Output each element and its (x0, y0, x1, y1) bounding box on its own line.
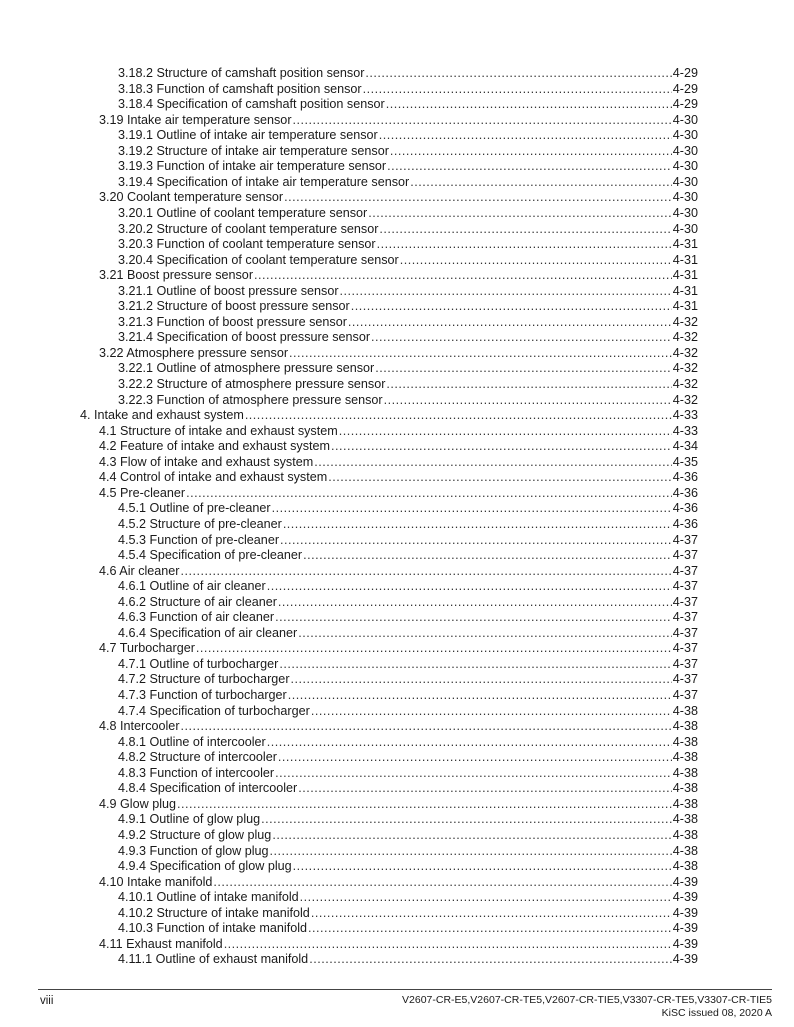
toc-entry-page: 4-30 (672, 221, 698, 236)
toc-entry[interactable] (118, 626, 698, 641)
toc-entry-page: 4-38 (672, 703, 698, 718)
toc-entry[interactable] (118, 704, 698, 719)
toc-entry-page: 4-31 (672, 237, 698, 252)
toc-entry-title: 4.8.4 Specification of intercooler (118, 781, 298, 796)
toc-entry-title: 4.10.1 Outline of intake manifold (118, 890, 299, 905)
toc-entry-title: 4.10 Intake manifold (99, 874, 213, 889)
toc-entry-title: 3.19 Intake air temperature sensor (99, 112, 292, 127)
toc-dot-leader (278, 595, 672, 610)
toc-entry-title: 3.22.1 Outline of atmosphere pressure sensor (118, 361, 375, 376)
toc-entry[interactable] (118, 66, 698, 81)
toc-entry-page: 4-30 (672, 112, 698, 127)
toc-entry[interactable] (118, 672, 698, 687)
toc-entry-page: 4-37 (672, 672, 698, 687)
toc-entry-title: 4.7.3 Function of turbocharger (118, 688, 287, 702)
footer-divider (38, 989, 772, 990)
toc-entry-title: 4.7.4 Specification of turbocharger (118, 703, 310, 718)
toc-dot-leader (267, 579, 672, 594)
toc-dot-leader (289, 346, 672, 361)
toc-dot-leader (261, 812, 672, 827)
toc-entry-title: 4.8.2 Structure of intercooler (118, 750, 277, 765)
toc-dot-leader (270, 844, 672, 859)
toc-dot-leader (300, 890, 672, 905)
toc-entry-page: 4-32 (672, 361, 698, 376)
toc-dot-leader (298, 781, 672, 796)
toc-entry-title: 4.6 Air cleaner (99, 563, 180, 578)
toc-dot-leader (311, 704, 672, 719)
toc-entry-page: 4-36 (672, 501, 698, 516)
toc-entry-title: 4.8 Intercooler (99, 719, 180, 734)
toc-entry-title: 4.5.3 Function of pre-cleaner (118, 532, 280, 547)
toc-dot-leader (284, 190, 672, 205)
toc-entry[interactable] (118, 657, 698, 672)
toc-dot-leader (375, 361, 672, 376)
toc-dot-leader (279, 657, 671, 672)
toc-entry[interactable] (118, 781, 698, 796)
toc-entry-title: 3.19.4 Specification of intake air temperature sensor (118, 174, 410, 189)
toc-dot-leader (224, 937, 672, 952)
toc-entry-page: 4-36 (672, 516, 698, 531)
toc-dot-leader (314, 455, 672, 470)
toc-dot-leader (387, 159, 672, 174)
toc-entry-title: 4.1 Structure of intake and exhaust system (99, 423, 338, 438)
toc-dot-leader (308, 921, 672, 936)
toc-entry-page: 4-38 (672, 827, 698, 842)
toc-entry[interactable] (118, 921, 698, 936)
toc-entry-page: 4-37 (672, 688, 698, 702)
page-number: viii (40, 995, 54, 1007)
toc-entry-page: 4-39 (672, 952, 698, 967)
toc-entry[interactable] (99, 486, 698, 501)
toc-dot-leader (340, 284, 672, 299)
toc-dot-leader (288, 688, 672, 703)
toc-entry-page: 4-37 (672, 625, 698, 640)
toc-entry-title: 3.19.3 Function of intake air temperature sensor (118, 159, 387, 174)
toc-entry-title: 3.20 Coolant temperature sensor (99, 190, 284, 205)
toc-entry-page: 4-39 (672, 874, 698, 889)
toc-entry-title: 3.19.2 Structure of intake air temperature sensor (118, 143, 389, 158)
toc-dot-leader (186, 486, 672, 501)
toc-dot-leader (386, 377, 671, 392)
toc-entry-title: 4.8.1 Outline of intercooler (118, 734, 266, 749)
toc-entry-page: 4-38 (672, 734, 698, 749)
toc-entry-title: 3.21.3 Function of boost pressure sensor (118, 314, 347, 329)
toc-entry-title: 4.5.1 Outline of pre-cleaner (118, 501, 271, 516)
toc-entry-title: 4.9.1 Outline of glow plug (118, 812, 261, 827)
toc-entry-page: 4-37 (672, 656, 698, 671)
toc-entry-page: 4-29 (672, 81, 698, 96)
toc-entry-title: 3.20.3 Function of coolant temperature sensor (118, 237, 376, 252)
toc-entry-title: 4.10.2 Structure of intake manifold (118, 905, 310, 920)
toc-entry[interactable] (118, 97, 698, 112)
toc-entry[interactable] (99, 564, 698, 579)
toc-dot-leader (400, 253, 672, 268)
toc-entry-title: 3.20.1 Outline of coolant temperature sensor (118, 205, 368, 220)
toc-dot-leader (272, 501, 672, 516)
toc-entry-page: 4-29 (672, 97, 698, 112)
toc-entry[interactable] (99, 346, 698, 361)
toc-entry[interactable] (118, 393, 698, 408)
toc-dot-leader (181, 719, 672, 734)
toc-entry[interactable] (99, 937, 698, 952)
toc-dot-leader (379, 128, 672, 143)
toc-entry[interactable] (118, 361, 698, 376)
toc-dot-leader (311, 906, 672, 921)
toc-entry[interactable] (118, 330, 698, 345)
toc-entry-title: 4.6.2 Structure of air cleaner (118, 594, 277, 609)
toc-entry[interactable] (118, 906, 698, 921)
toc-dot-leader (177, 797, 672, 812)
toc-dot-leader (390, 144, 672, 159)
toc-entry-page: 4-33 (672, 423, 698, 438)
toc-entry-page: 4-39 (672, 890, 698, 905)
toc-dot-leader (254, 268, 672, 283)
toc-entry[interactable] (118, 206, 698, 221)
toc-entry-page: 4-30 (672, 190, 698, 205)
toc-entry[interactable] (118, 175, 698, 190)
toc-entry-title: 3.20.4 Specification of coolant temperature sensor (118, 252, 399, 267)
toc-entry-title: 4.7 Turbocharger (99, 641, 195, 656)
toc-dot-leader (267, 735, 672, 750)
toc-entry[interactable] (118, 890, 698, 905)
toc-entry[interactable] (118, 284, 698, 299)
toc-entry-page: 4-38 (672, 859, 698, 874)
toc-entry[interactable] (118, 579, 698, 594)
toc-entry-title: 3.19.1 Outline of intake air temperature sensor (118, 128, 378, 143)
toc-entry[interactable] (118, 533, 698, 548)
toc-entry-title: 4.10.3 Function of intake manifold (118, 921, 308, 936)
toc-entry[interactable] (99, 875, 698, 890)
toc-entry-title: 4. Intake and exhaust system (80, 408, 244, 423)
toc-entry-page: 4-30 (672, 205, 698, 220)
toc-entry-title: 3.18.4 Specification of camshaft position sensor (118, 97, 385, 112)
toc-entry-page: 4-32 (672, 377, 698, 391)
toc-entry[interactable] (118, 750, 698, 765)
toc-entry[interactable] (118, 828, 698, 843)
toc-dot-leader (181, 564, 672, 579)
toc-entry-page: 4-38 (672, 750, 698, 765)
toc-entry-title: 3.18.3 Function of camshaft position sensor (118, 81, 362, 96)
toc-dot-leader (365, 66, 671, 81)
toc-entry-page: 4-36 (672, 470, 698, 485)
toc-dot-leader (328, 470, 672, 485)
toc-entry-page: 4-31 (672, 268, 698, 283)
toc-entry-page: 4-37 (672, 563, 698, 578)
toc-dot-leader (280, 533, 672, 548)
toc-entry-page: 4-38 (672, 843, 698, 858)
toc-entry[interactable] (99, 113, 698, 128)
toc-entry[interactable] (118, 735, 698, 750)
toc-entry-page: 4-39 (672, 905, 698, 920)
toc-entry[interactable] (99, 455, 698, 470)
toc-entry-title: 3.21 Boost pressure sensor (99, 268, 254, 283)
toc-entry[interactable] (99, 190, 698, 205)
toc-entry[interactable] (99, 439, 698, 454)
toc-dot-leader (196, 641, 672, 656)
toc-entry[interactable] (118, 610, 698, 625)
toc-dot-leader (298, 626, 672, 641)
toc-dot-leader (339, 424, 672, 439)
toc-entry-page: 4-31 (672, 299, 698, 314)
toc-entry[interactable] (99, 797, 698, 812)
toc-dot-leader (368, 206, 672, 221)
toc-entry[interactable] (118, 812, 698, 827)
toc-entry-page: 4-35 (672, 454, 698, 469)
toc-entry-title: 4.6.4 Specification of air cleaner (118, 625, 298, 640)
footer-models: V2607-CR-E5,V2607-CR-TE5,V2607-CR-TIE5,V3307-CR-TE5,V3307-CR-TIE5 (402, 994, 772, 1006)
toc-entry[interactable] (118, 253, 698, 268)
toc-dot-leader (379, 222, 671, 237)
toc-entry[interactable] (118, 859, 698, 874)
toc-entry[interactable] (118, 299, 698, 314)
toc-entry-title: 4.9.4 Specification of glow plug (118, 859, 292, 874)
toc-dot-leader (278, 750, 672, 765)
toc-entry-title: 4.6.3 Function of air cleaner (118, 610, 275, 625)
toc-entry-page: 4-38 (672, 765, 698, 780)
toc-entry[interactable] (118, 501, 698, 516)
toc-entry[interactable] (118, 82, 698, 97)
toc-entry-page: 4-37 (672, 641, 698, 656)
toc-entry[interactable] (99, 424, 698, 439)
toc-entry-page: 4-32 (672, 392, 698, 407)
toc-entry-page: 4-32 (672, 330, 698, 345)
toc-entry[interactable] (118, 159, 698, 174)
toc-entry-page: 4-34 (672, 439, 698, 454)
toc-entry-title: 4.4 Control of intake and exhaust system (99, 470, 328, 485)
toc-dot-leader (371, 330, 672, 345)
toc-entry[interactable] (99, 641, 698, 656)
toc-entry-title: 4.3 Flow of intake and exhaust system (99, 454, 314, 469)
toc-entry-title: 4.6.1 Outline of air cleaner (118, 579, 266, 594)
toc-entry[interactable] (118, 688, 698, 703)
toc-entry[interactable] (118, 128, 698, 143)
toc-entry-title: 4.5.2 Structure of pre-cleaner (118, 516, 282, 531)
toc-entry-title: 4.11.1 Outline of exhaust manifold (118, 952, 309, 967)
toc-entry[interactable] (118, 952, 698, 967)
toc-entry-title: 3.21.2 Structure of boost pressure sensor (118, 299, 350, 314)
toc-entry[interactable] (80, 408, 698, 423)
toc-entry-title: 3.21.1 Outline of boost pressure sensor (118, 283, 339, 298)
toc-entry-title: 3.22.2 Structure of atmosphere pressure sensor (118, 377, 386, 391)
toc-entry-page: 4-30 (672, 174, 698, 189)
toc-entry[interactable] (118, 222, 698, 237)
toc-entry-page: 4-30 (672, 143, 698, 158)
toc-entry-page: 4-33 (672, 408, 698, 423)
toc-entry[interactable] (118, 315, 698, 330)
toc-dot-leader (275, 610, 672, 625)
toc-entry-page: 4-31 (672, 252, 698, 267)
toc-entry-page: 4-31 (672, 283, 698, 298)
toc-entry-title: 3.20.2 Structure of coolant temperature sensor (118, 221, 379, 236)
toc-entry-page: 4-39 (672, 936, 698, 951)
toc-dot-leader (275, 766, 672, 781)
toc-entry[interactable] (118, 237, 698, 252)
toc-entry-title: 4.5.4 Specification of pre-cleaner (118, 548, 303, 563)
toc-entry-page: 4-37 (672, 579, 698, 594)
toc-dot-leader (303, 548, 672, 563)
toc-entry[interactable] (118, 548, 698, 563)
toc-entry-page: 4-30 (672, 128, 698, 143)
toc-entry-page: 4-37 (672, 594, 698, 609)
toc-entry-page: 4-38 (672, 781, 698, 796)
toc-entry-page: 4-32 (672, 314, 698, 329)
toc-dot-leader (331, 439, 672, 454)
toc-entry-page: 4-38 (672, 719, 698, 734)
toc-entry[interactable] (118, 517, 698, 532)
toc-entry-title: 4.9.3 Function of glow plug (118, 843, 269, 858)
toc-dot-leader (283, 517, 672, 532)
toc-entry-page: 4-36 (672, 485, 698, 500)
toc-dot-leader (309, 952, 672, 967)
toc-entry[interactable] (99, 470, 698, 485)
toc-dot-leader (386, 97, 672, 112)
toc-dot-leader (348, 315, 672, 330)
toc-dot-leader (272, 828, 671, 843)
toc-entry-title: 4.11 Exhaust manifold (99, 936, 223, 951)
toc-entry-page: 4-38 (672, 796, 698, 811)
toc-entry-title: 4.9 Glow plug (99, 796, 177, 811)
toc-dot-leader (245, 408, 672, 423)
toc-entry[interactable] (118, 377, 698, 392)
footer-info (312, 994, 772, 1020)
toc-dot-leader (293, 859, 672, 874)
toc-entry[interactable] (99, 719, 698, 734)
toc-entry-page: 4-37 (672, 532, 698, 547)
toc-dot-leader (384, 393, 672, 408)
toc-entry[interactable] (99, 268, 698, 283)
toc-entry[interactable] (118, 595, 698, 610)
toc-entry-title: 4.7.2 Structure of turbocharger (118, 672, 290, 687)
toc-entry-title: 4.2 Feature of intake and exhaust system (99, 439, 331, 454)
toc-entry-page: 4-39 (672, 921, 698, 936)
toc-entry-title: 3.22 Atmosphere pressure sensor (99, 345, 289, 360)
toc-dot-leader (213, 875, 671, 890)
toc-entry[interactable] (118, 844, 698, 859)
toc-entry-title: 4.7.1 Outline of turbocharger (118, 656, 279, 671)
toc-entry-title: 4.9.2 Structure of glow plug (118, 827, 272, 842)
toc-dot-leader (291, 672, 672, 687)
toc-entry-title: 3.22.3 Function of atmosphere pressure sensor (118, 392, 383, 407)
toc-entry-title: 4.5 Pre-cleaner (99, 485, 186, 500)
toc-entry-page: 4-38 (672, 812, 698, 827)
toc-dot-leader (377, 237, 672, 252)
toc-entry-title: 3.18.2 Structure of camshaft position sensor (118, 66, 365, 80)
toc-entry-page: 4-30 (672, 159, 698, 174)
toc-entry-page: 4-37 (672, 548, 698, 563)
toc-entry-title: 3.21.4 Specification of boost pressure sensor (118, 330, 371, 345)
toc-entry[interactable] (118, 144, 698, 159)
toc-dot-leader (410, 175, 672, 190)
toc-dot-leader (363, 82, 672, 97)
toc-entry-page: 4-29 (672, 66, 698, 80)
toc-entry[interactable] (118, 766, 698, 781)
toc-dot-leader (293, 113, 672, 128)
footer-issued: KiSC issued 08, 2020 A (661, 1007, 772, 1019)
toc-dot-leader (351, 299, 672, 314)
toc-entry-page: 4-32 (672, 345, 698, 360)
toc-entry-page: 4-37 (672, 610, 698, 625)
toc-entry-title: 4.8.3 Function of intercooler (118, 765, 275, 780)
